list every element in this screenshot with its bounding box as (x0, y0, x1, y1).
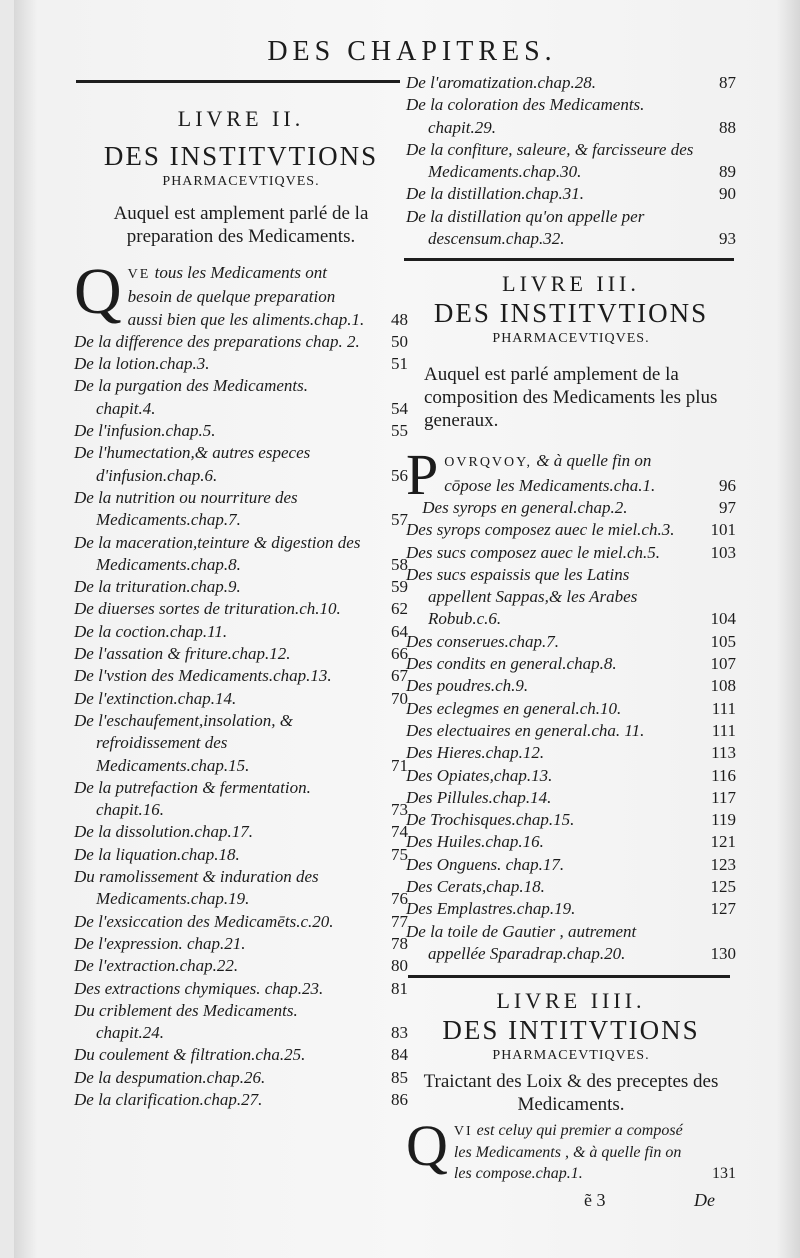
toc-entry (406, 542, 736, 564)
toc-entry (74, 576, 408, 598)
right-column (406, 72, 736, 1184)
entry-page: 121 (710, 832, 736, 852)
toc-entry (74, 911, 408, 933)
entry-page: 58 (391, 554, 408, 574)
entry-text: De l'humectation,& autres especes d'infusion.chap.6. (74, 443, 311, 485)
entry-text: Des syrops composez auec le miel.ch.3. (406, 520, 675, 540)
entry-text: De la confiture, saleure, & farcisseure des Medicaments.chap.30. (406, 139, 694, 182)
entry-page: 97 (719, 497, 736, 517)
entry-page: 88 (719, 117, 736, 137)
entry-text: De la trituration.chap.9. (74, 577, 241, 597)
entry-text: De la purgation des Medicaments. chapit.4. (74, 376, 309, 418)
entry-lead: VE (127, 267, 151, 282)
entry-page: 130 (710, 943, 736, 963)
entry-text: De l'infusion.chap.5. (74, 421, 216, 441)
toc-entry (406, 139, 736, 184)
entry-text: De l'extraction.chap.22. (74, 956, 239, 976)
toc-entry (74, 688, 408, 710)
entry-page: 57 (391, 510, 408, 530)
entry-text: Du coulement & filtration.cha.25. (74, 1045, 306, 1065)
toc-entry (74, 353, 408, 375)
toc-entry (406, 831, 736, 853)
entry-page: 89 (719, 162, 736, 182)
toc-entry (406, 809, 736, 831)
entry-page: 73 (391, 800, 408, 820)
signature-mark: ẽ 3 (584, 1190, 606, 1210)
entry-text: & à quelle fin on cōpose les Medicaments.cha.1. (444, 451, 656, 495)
entry-page: 123 (710, 854, 736, 874)
entry-page: 56 (391, 465, 408, 485)
entry-page: 108 (710, 676, 736, 696)
drop-cap: P (406, 442, 439, 508)
toc-entry (406, 94, 736, 139)
entry-text: Des condits en general.chap.8. (406, 654, 617, 674)
book-page (14, 0, 800, 1258)
drop-cap: Q (74, 255, 122, 328)
entry-page: 77 (391, 911, 408, 931)
toc-entry (74, 1000, 408, 1045)
entry-text: De l'eschaufement,insolation, & refroidissement des Medicaments.chap.15. (74, 710, 293, 775)
entry-page: 104 (710, 609, 736, 629)
rule (408, 975, 730, 978)
toc-entry (406, 898, 736, 920)
book-heading: LIVRE III. (502, 271, 640, 297)
pharmaceutiques-title: PHARMACEVTIQVES. (492, 331, 650, 347)
entry-page: 107 (710, 654, 736, 674)
toc-entry (406, 787, 736, 809)
entry-text: De la dissolution.chap.17. (74, 822, 253, 842)
entry-text: De diuerses sortes de trituration.ch.10. (74, 599, 341, 619)
toc-entry (74, 955, 408, 977)
toc-entry (406, 921, 736, 966)
entry-page: 103 (710, 542, 736, 562)
toc-entry (74, 1089, 408, 1111)
entry-text: De la maceration,teinture & digestion des Medicaments.chap.8. (74, 532, 361, 574)
book-intro: Traictant des Loix & des preceptes des Medicaments. (423, 1071, 719, 1116)
toc-entry (74, 866, 408, 911)
entry-page: 116 (711, 765, 736, 785)
left-column (74, 90, 408, 1111)
toc-entry (406, 854, 736, 876)
entry-page: 51 (391, 354, 408, 374)
toc-entry (406, 206, 736, 251)
toc-entry (406, 497, 736, 519)
entry-text: Des eclegmes en general.ch.10. (406, 698, 622, 718)
entry-text: De la nutrition ou nourriture des Medicaments.chap.7. (74, 487, 298, 530)
toc-entry (406, 675, 736, 697)
book-heading: LIVRE IIII. (496, 988, 646, 1014)
entry-page: 111 (711, 720, 736, 740)
toc-entry (74, 532, 408, 577)
toc-entry (406, 876, 736, 898)
entry-text: De la despumation.chap.26. (74, 1067, 266, 1087)
entry-lead: OVRQVOY, (444, 455, 532, 471)
entry-page: 67 (391, 666, 408, 686)
entry-text: Des extractions chymiques. chap.23. (74, 978, 324, 998)
toc-entry (74, 643, 408, 665)
toc-entry (406, 1113, 736, 1184)
entry-page: 86 (391, 1089, 408, 1109)
entry-page: 96 (719, 475, 736, 495)
book-intro: Auquel est amplement parlé de la preparation des Medicaments. (113, 203, 369, 247)
entry-text: Des poudres.ch.9. (406, 676, 529, 696)
pharmaceutiques-title: PHARMACEVTIQVES. (162, 174, 320, 189)
entry-text: De la lotion.chap.3. (74, 354, 210, 374)
entry-text: Des Opiates,chap.13. (406, 765, 553, 785)
toc-entry (74, 777, 408, 822)
catchword: De (694, 1190, 715, 1210)
entry-page: 117 (711, 787, 736, 807)
entry-page: 93 (719, 229, 736, 249)
toc-entry (74, 375, 408, 420)
entry-text: De la difference des preparations chap. 2. (74, 331, 360, 351)
entry-text: De Trochisques.chap.15. (406, 810, 575, 830)
book-heading: LIVRE II. (177, 106, 305, 131)
entry-text: Des Huiles.chap.16. (406, 832, 544, 852)
entry-page: 55 (391, 421, 408, 441)
pharmaceutiques-title: PHARMACEVTIQVES. (492, 1048, 650, 1064)
toc-entry (406, 564, 736, 631)
entry-text: De la coction.chap.11. (74, 621, 228, 641)
entry-page: 64 (391, 621, 408, 641)
entry-text: De la coloration des Medicaments. chapit.29. (406, 95, 645, 137)
toc-entry (74, 331, 408, 353)
toc-entry (74, 710, 408, 777)
entry-page: 50 (391, 331, 408, 351)
entry-text: De l'expression. chap.21. (74, 933, 246, 953)
book-intro: Auquel est parlé amplement de la composition des Medicaments les plus generaux. (424, 364, 718, 432)
entry-text: De la liquation.chap.18. (74, 844, 240, 864)
entry-page: 71 (391, 755, 408, 775)
entry-text: Des sucs espaissis que les Latins appellent Sappas,& les Arabes Robub.c.6. (406, 564, 638, 629)
entry-page: 59 (391, 577, 408, 597)
toc-entry (406, 631, 736, 653)
entry-page: 111 (711, 698, 736, 718)
toc-list (74, 331, 408, 1111)
entry-text: Des syrops en general.chap.2. (422, 497, 628, 517)
toc-entry (74, 487, 408, 532)
entry-page: 70 (391, 688, 408, 708)
entry-lead: VI (453, 1124, 473, 1140)
entry-text: De l'vstion des Medicaments.chap.13. (74, 666, 332, 686)
toc-entry (74, 1067, 408, 1089)
entry-text: tous les Medicaments ont besoin de quelque preparation aussi bien que les aliments.chap.1. (127, 263, 365, 329)
entry-text: De la putrefaction & fermentation. chapit.16. (74, 777, 311, 820)
toc-entry (74, 621, 408, 643)
entry-text: De la clarification.chap.27. (74, 1089, 263, 1109)
toc-entry (74, 255, 408, 331)
toc-entry (74, 821, 408, 843)
toc-list (406, 72, 736, 250)
entry-page: 48 (391, 309, 408, 329)
entry-text: Des Emplastres.chap.19. (406, 899, 576, 919)
entry-page: 62 (391, 599, 408, 619)
entry-page: 74 (391, 822, 408, 842)
entry-text: De la distillation.chap.31. (406, 184, 585, 204)
toc-entry (74, 665, 408, 687)
entry-text: Des Cerats,chap.18. (406, 877, 545, 897)
entry-page: 90 (719, 184, 736, 204)
toc-entry (74, 598, 408, 620)
entry-page: 83 (391, 1023, 408, 1043)
entry-text: Des Hieres.chap.12. (406, 743, 545, 763)
institutions-title: DES INSTITVTIONS (433, 298, 709, 329)
rule (76, 80, 400, 83)
toc-entry (74, 933, 408, 955)
toc-entry (406, 720, 736, 742)
toc-entry (74, 1044, 408, 1066)
toc-entry (406, 653, 736, 675)
entry-page: 84 (391, 1045, 408, 1065)
running-head: DES CHAPITRES. (267, 36, 557, 67)
toc-entry (406, 698, 736, 720)
entry-text: Des sucs composez auec le miel.ch.5. (406, 542, 660, 562)
entry-page: 66 (391, 644, 408, 664)
entry-page: 119 (711, 810, 736, 830)
entry-page: 127 (710, 899, 736, 919)
toc-entry (406, 519, 736, 541)
entry-text: De l'assation & friture.chap.12. (74, 644, 291, 664)
entry-text: De l'extinction.chap.14. (74, 688, 237, 708)
toc-list (406, 497, 736, 965)
entry-page: 113 (711, 743, 736, 763)
entry-text: est celuy qui premier a composé les Medicaments , & à quelle fin on les compose.chap.1. (453, 1122, 683, 1183)
entry-text: Des Pillules.chap.14. (406, 787, 552, 807)
entry-page: 105 (710, 631, 736, 651)
toc-entry (406, 765, 736, 787)
toc-entry (74, 420, 408, 442)
entry-text: Des electuaires en general.cha. 11. (406, 720, 645, 740)
entry-text: Du criblement des Medicaments. chapit.24. (74, 1000, 298, 1043)
rule (404, 258, 734, 261)
entry-text: De la toile de Gautier , autrement appellée Sparadrap.chap.20. (406, 921, 637, 963)
entry-text: Des conserues.chap.7. (406, 631, 559, 651)
entry-text: Des Onguens. chap.17. (406, 854, 565, 874)
toc-entry (406, 72, 736, 94)
entry-page: 85 (391, 1067, 408, 1087)
toc-entry (74, 978, 408, 1000)
entry-page: 125 (710, 877, 736, 897)
entry-page: 80 (391, 956, 408, 976)
toc-entry (406, 183, 736, 205)
toc-entry (74, 844, 408, 866)
entry-page: 75 (391, 844, 408, 864)
entry-page: 78 (391, 933, 408, 953)
entry-page: 87 (719, 73, 736, 92)
entry-text: De l'aromatization.chap.28. (406, 73, 596, 92)
entry-text: De l'exsiccation des Medicamēts.c.20. (74, 911, 334, 931)
toc-entry (406, 742, 736, 764)
entry-text: De la distillation qu'on appelle per descensum.chap.32. (406, 206, 645, 249)
institutions-title: DES INSTITVTIONS (103, 141, 379, 171)
institutions-title: DES INTITVTIONS (442, 1015, 700, 1046)
toc-entry (74, 442, 408, 487)
drop-cap: Q (406, 1113, 448, 1179)
entry-page: 54 (391, 398, 408, 418)
entry-page: 101 (710, 520, 736, 540)
entry-text: Du ramolissement & induration des Medicaments.chap.19. (74, 867, 319, 909)
entry-page: 131 (712, 1165, 736, 1183)
entry-page: 81 (391, 978, 408, 998)
entry-page: 76 (391, 889, 408, 909)
